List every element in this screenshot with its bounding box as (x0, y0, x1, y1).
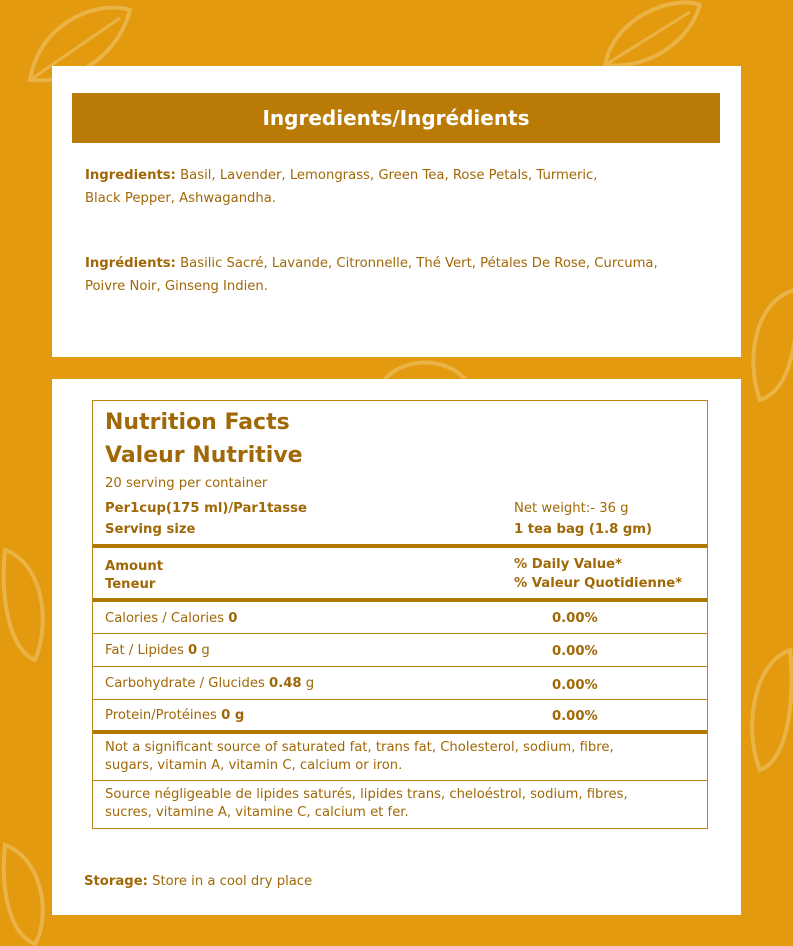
note-french (105, 786, 695, 822)
amount-en: Amount (105, 559, 164, 574)
ingredients-title: Ingredients/Ingrédients (72, 93, 720, 143)
daily-value-fr: % Valeur Quotidienne* (514, 576, 683, 591)
leaf-icon (590, 0, 710, 70)
nutrient-unit: g (197, 643, 210, 658)
note-fr-line2: sucres, vitamine A, vitamine C, calcium et fer. (105, 805, 409, 820)
daily-value-en: % Daily Value* (514, 557, 623, 572)
nutrient-amount: 0 (228, 611, 238, 626)
ingredients-french (85, 252, 715, 298)
nutrient-label: Carbohydrate / Glucides (105, 676, 270, 691)
nutrient-amount: 0 g (221, 708, 245, 723)
storage-label: Storage: (84, 874, 148, 889)
ingredients-english (85, 164, 715, 210)
nutrient-daily-value: 0.00% (552, 709, 598, 724)
divider (93, 666, 707, 667)
nutrition-title-fr: Valeur Nutritive (105, 443, 303, 468)
leaf-icon (740, 640, 793, 780)
note-fr-line1: Source négligeable de lipides saturés, lipides trans, cheloéstrol, sodium, fibres, (105, 787, 628, 802)
leaf-icon (740, 280, 793, 410)
divider-thick (93, 544, 707, 548)
ingredients-en-line1: Basil, Lavender, Lemongrass, Green Tea, Rose Petals, Turmeric, (180, 168, 598, 183)
nutrient-amount: 0.48 (269, 676, 302, 691)
nutrient-label: Protein/Protéines (105, 708, 222, 723)
divider-thick (93, 598, 707, 602)
ingredients-card (52, 66, 741, 357)
nutrient-daily-value: 0.00% (552, 678, 598, 693)
note-english (105, 739, 695, 775)
storage-text: Store in a cool dry place (147, 874, 313, 889)
nutrient-daily-value: 0.00% (552, 611, 598, 626)
nutrient-unit: g (301, 676, 315, 691)
ingredients-en-label: Ingredients: (85, 168, 176, 183)
leaf-icon (0, 840, 55, 946)
note-en-line2: sugars, vitamin A, vitamin C, calcium or iron. (105, 758, 403, 773)
leaf-icon (380, 355, 470, 381)
ingredients-fr-line1: Basilic Sacré, Lavande, Citronnelle, Thé Vert, Pétales De Rose, Curcuma, (180, 256, 658, 271)
serving-size-value: 1 tea bag (1.8 gm) (514, 522, 653, 537)
nutrient-label: Calories / Calories (105, 611, 229, 626)
ingredients-fr-line2: Poivre Noir, Ginseng Indien. (85, 279, 268, 294)
divider-thick (93, 730, 707, 734)
note-en-line1: Not a significant source of saturated fat, trans fat, Cholesterol, sodium, fibre, (105, 740, 614, 755)
ingredients-en-line2: Black Pepper, Ashwagandha. (85, 191, 277, 206)
nutrient-daily-value: 0.00% (552, 644, 598, 659)
leaf-icon (0, 540, 55, 670)
servings-per-container: 20 serving per container (105, 476, 268, 491)
nutrition-title-en: Nutrition Facts (105, 410, 290, 435)
nutrient-amount: 0 (188, 643, 198, 658)
storage-info (84, 874, 312, 889)
divider (93, 633, 707, 634)
nutrient-label: Fat / Lipides (105, 643, 189, 658)
serving-size-label: Serving size (105, 522, 196, 537)
ingredients-fr-label: Ingrédients: (85, 256, 176, 271)
divider (93, 780, 707, 781)
per-cup: Per1cup(175 ml)/Par1tasse (105, 501, 307, 516)
nutrition-card (52, 379, 741, 915)
divider (93, 699, 707, 700)
nutrition-facts-table (92, 400, 708, 829)
amount-fr: Teneur (105, 577, 156, 592)
net-weight: Net weight:- 36 g (514, 501, 629, 516)
